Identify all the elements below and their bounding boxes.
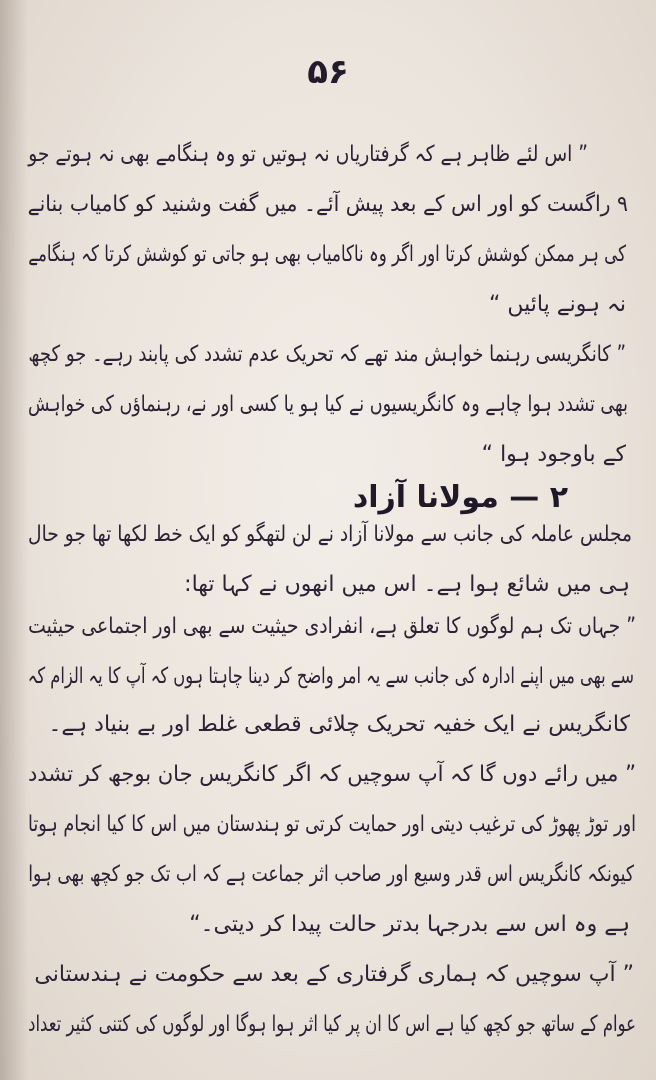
section-heading xyxy=(353,478,568,518)
text-line-17: ” آپ سوچیں کہ ہماری گرفتاری کے بعد سے حکومت نے ہندستانی xyxy=(34,962,634,987)
section-number: ۲ xyxy=(549,480,568,515)
page-gutter-shadow xyxy=(0,0,28,1080)
text-line-3: کی ہر ممکن کوشش کرتا اور اگر وہ ناکامیاب بھی ہو جاتی تو کوشش کرتا کہ ہنگامے xyxy=(28,242,627,267)
section-dash: — xyxy=(509,480,540,515)
text-line-13: ” میں رائے دوں گا کہ آپ سوچیں کہ اگر کانگریس جان بوجھ کر تشدد xyxy=(28,762,637,787)
page-number: ۵۶ xyxy=(307,52,349,92)
text-line-12: کانگریس نے ایک خفیہ تحریک چلائی قطعی غلط اور بے بنیاد ہے۔ xyxy=(48,712,630,737)
section-title: مولانا آزاد xyxy=(352,480,499,515)
text-line-11: سے بھی میں اپنے ادارہ کی جانب سے یہ امر واضح کر دینا چاہتا ہوں کہ آپ کا یہ الزام کہ xyxy=(27,664,634,689)
text-line-10: ” جہاں تک ہم لوگوں کا تعلق ہے، انفرادی حیثیت سے بھی اور اجتماعی حیثیت xyxy=(28,614,637,639)
text-line-15: کیونکہ کانگریس اس قدر وسیع اور صاحب اثر جماعت ہے کہ اب تک جو کچھ بھی ہوا xyxy=(28,862,634,887)
text-line-8: مجلس عاملہ کی جانب سے مولانا آزاد نے لن لتھگو کو ایک خط لکھا تھا جو حال xyxy=(28,522,633,547)
text-line-18: عوام کے ساتھ جو کچھ کیا ہے اس کا ان پر کیا اثر ہوا ہوگا اور لوگوں کی کتنی کثیر تعداد xyxy=(28,1012,636,1037)
text-line-14: اور توڑ پھوڑ کی ترغیب دیتی اور حمایت کرتی تو ہندستان میں اس کا کیا انجام ہوتا xyxy=(28,812,636,837)
text-line-16: ہے وہ اس سے بدرجہا بدتر حالت پیدا کر دیتی۔“ xyxy=(189,912,630,937)
text-line-4: نہ ہونے پائیں “ xyxy=(489,292,626,317)
text-line-7: کے باوجود ہوا “ xyxy=(481,442,626,467)
text-line-9: ہی میں شائع ہوا ہے۔ اس میں انھوں نے کہا تھا: xyxy=(184,572,630,597)
text-line-5: ” کانگریسی رہنما خواہش مند تھے کہ تحریک عدم تشدد کی پابند رہے۔ جو کچھ xyxy=(28,342,627,367)
text-line-1: ” اس لئے ظاہر ہے کہ گرفتاریاں نہ ہوتیں تو وہ ہنگامے بھی نہ ہوتے جو xyxy=(28,142,588,167)
text-line-2: ۹ راگست کو اور اس کے بعد پیش آئے۔ میں گفت وشنید کو کامیاب بنانے xyxy=(27,192,628,217)
text-line-6: بھی تشدد ہوا چاہے وہ کانگریسیوں نے کیا ہو یا کسی اور نے، رہنماؤں کی خواہش xyxy=(27,392,628,417)
